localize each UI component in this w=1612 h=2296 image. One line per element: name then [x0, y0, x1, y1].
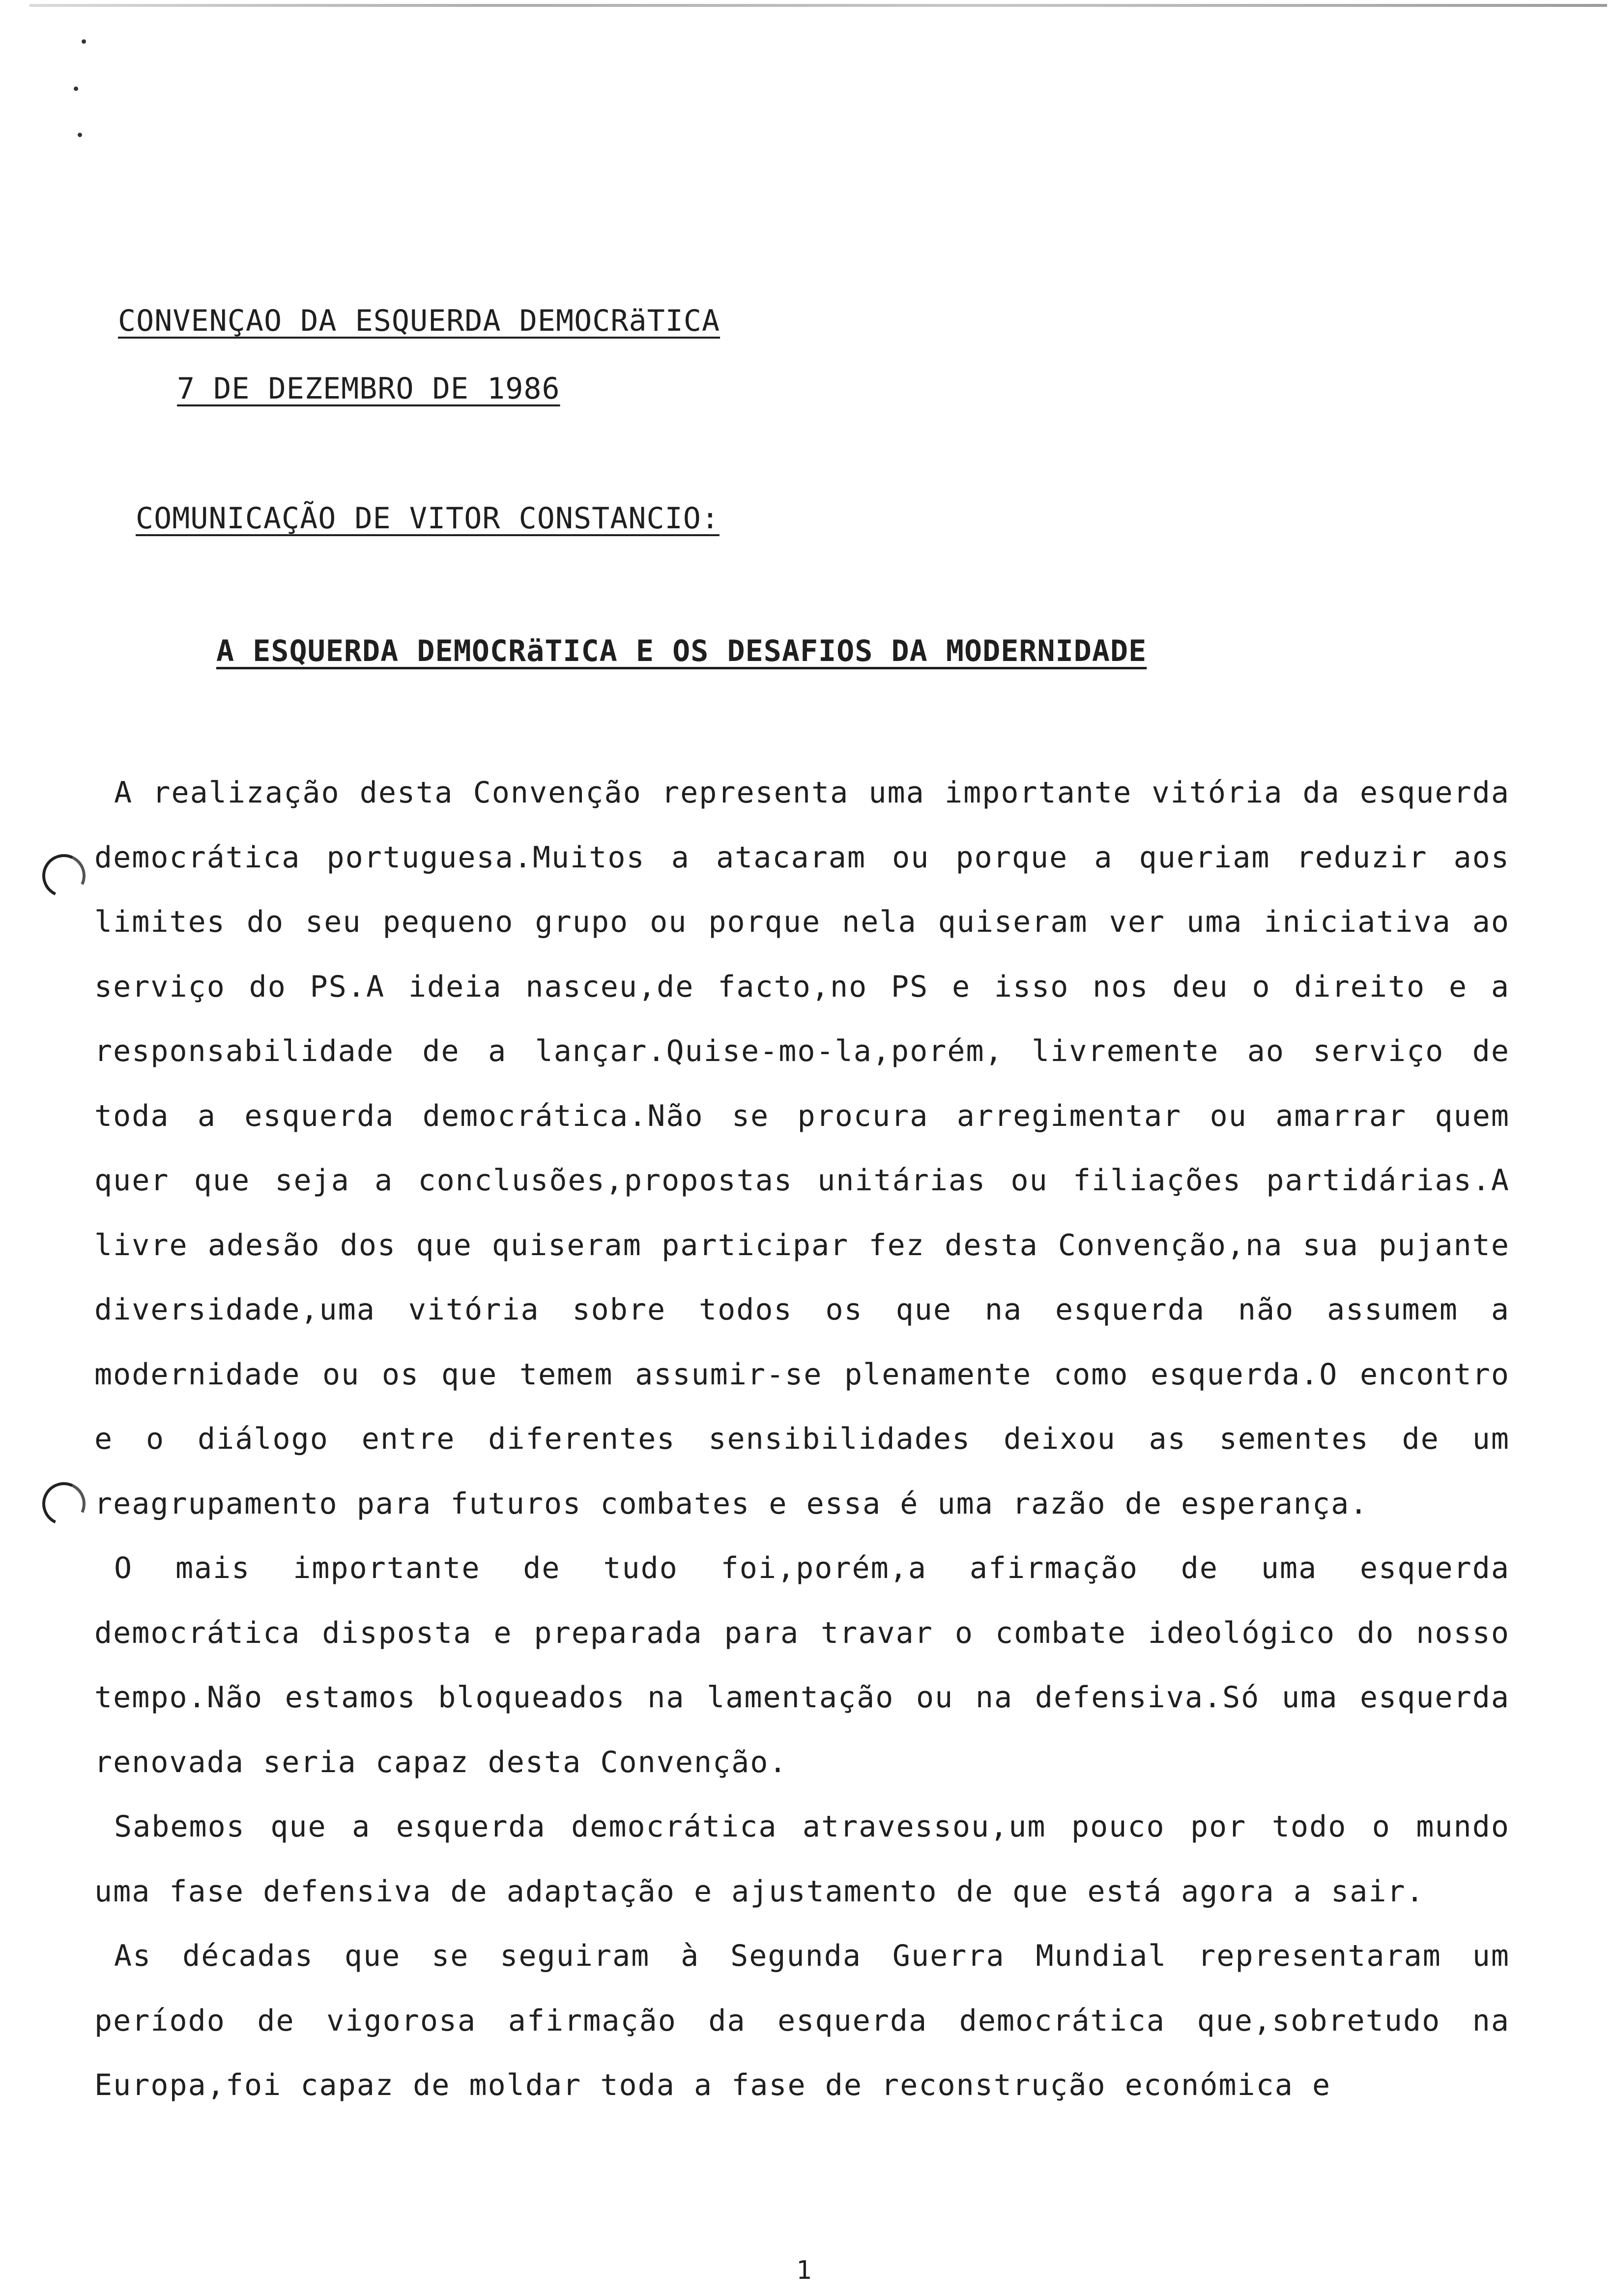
- scan-dot-artifact: [82, 39, 86, 44]
- document-body: [94, 761, 1510, 2118]
- paragraph: Sabemos que a esquerda democrática atravessou,um pouco por todo o mundo uma fase defensiva de adaptação e ajustamento de que está agora a sair.: [94, 1809, 1510, 1909]
- paragraph: A realização desta Convenção representa uma importante vitória da esquerda democrática portuguesa.Muitos a atacaram ou porque a queriam reduzir aos limites do seu pequeno grupo ou porque nela quiseram ver uma iniciativa ao serviço do PS.A ideia nasceu,de facto,no PS e isso nos deu o direito e a responsabilidade de a lançar.Quise-mo-la,porém, livremente ao serviço de toda a esquerda democrática.Não se procura arregimentar ou amarrar quem quer que seja a conclusões,propostas unitárias ou filiações partidárias.A livre adesão dos que quiseram participar fez desta Convenção,na sua pujante diversidade,uma vitória sobre todos os que na esquerda não assumem a modernidade ou os que temem assumir-se plenamente como esquerda.O encontro e o diálogo entre diferentes sensibilidades deixou as sementes de um reagrupamento para futuros combates e essa é uma razão de esperança.: [94, 775, 1510, 1521]
- convention-heading: CONVENÇAO DA ESQUERDA DEMOCRäTICA: [118, 304, 720, 338]
- convention-date: 7 DE DEZEMBRO DE 1986: [177, 372, 560, 406]
- communication-heading: COMUNICAÇÃO DE VITOR CONSTANCIO:: [136, 501, 720, 536]
- document-title: A ESQUERDA DEMOCRäTICA E OS DESAFIOS DA MODERNIDADE: [216, 634, 1147, 668]
- page-number: 1: [796, 2256, 812, 2285]
- scan-dot-artifact: [78, 133, 82, 137]
- paragraph: As décadas que se seguiram à Segunda Guerra Mundial representaram um período de vigorosa afirmação da esquerda democrática que,sobretudo na Europa,foi capaz de moldar toda a fase de reconstrução económica e: [94, 1939, 1510, 2102]
- punch-hole-top: [36, 848, 92, 904]
- scan-dot-artifact: [74, 86, 78, 91]
- punch-hole-bottom: [36, 1476, 92, 1532]
- paragraph: O mais importante de tudo foi,porém,a afirmação de uma esquerda democrática disposta e preparada para travar o combate ideológico do nosso tempo.Não estamos bloqueados na lamentação ou na defensiva.Só uma esquerda renovada seria capaz desta Convenção.: [94, 1551, 1510, 1779]
- scan-edge-artifact: [29, 4, 1607, 7]
